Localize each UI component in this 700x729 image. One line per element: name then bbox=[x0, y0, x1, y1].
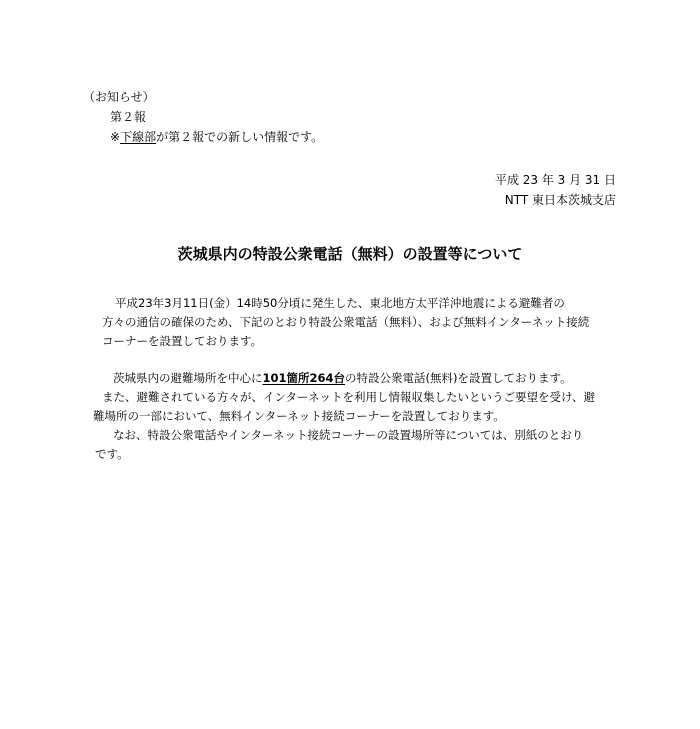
update-note bbox=[110, 130, 323, 145]
note-suffix: が第２報での新しい情報です。 bbox=[156, 130, 324, 144]
paragraph-1-line-1: 平成23年3月11日(金）14時50分頃に発生した、東北地方太平洋沖地震による避難者の bbox=[115, 296, 565, 310]
paragraph-2 bbox=[113, 371, 572, 386]
paragraph-3-line-1: また、避難されている方々が、インターネットを利用し情報収集したいというご要望を受け、避 bbox=[102, 390, 595, 404]
paragraph-1-line-2: 方々の通信の確保のため、下記のとおり特設公衆電話（無料）、および無料インターネット接続 bbox=[102, 315, 590, 329]
note-underlined-term: 下線部 bbox=[120, 130, 157, 144]
notice-label: （お知らせ） bbox=[83, 90, 155, 104]
phone-count-highlight: 101箇所264台 bbox=[262, 371, 346, 385]
paragraph-1-line-3: コーナーを設置しております。 bbox=[102, 334, 263, 348]
paragraph-4-line-1: なお、特設公衆電話やインターネット接続コーナーの設置場所等については、別紙のとおり bbox=[113, 428, 584, 442]
page-title: 茨城県内の特設公衆電話（無料）の設置等について bbox=[177, 245, 523, 263]
issuer-org: NTT 東日本茨城支店 bbox=[504, 193, 616, 207]
report-number: 第２報 bbox=[110, 110, 147, 124]
paragraph-4-line-2: です。 bbox=[95, 447, 129, 461]
paragraph-3-line-2: 難場所の一部において、無料インターネット接続コーナーを設置しております。 bbox=[93, 409, 505, 423]
issue-date: 平成 23 年 3 月 31 日 bbox=[494, 173, 616, 187]
note-prefix: ※ bbox=[110, 130, 121, 144]
paragraph-2-suffix: の特設公衆電話(無料)を設置しております。 bbox=[345, 371, 572, 385]
paragraph-2-prefix: 茨城県内の避難場所を中心に bbox=[113, 371, 263, 385]
